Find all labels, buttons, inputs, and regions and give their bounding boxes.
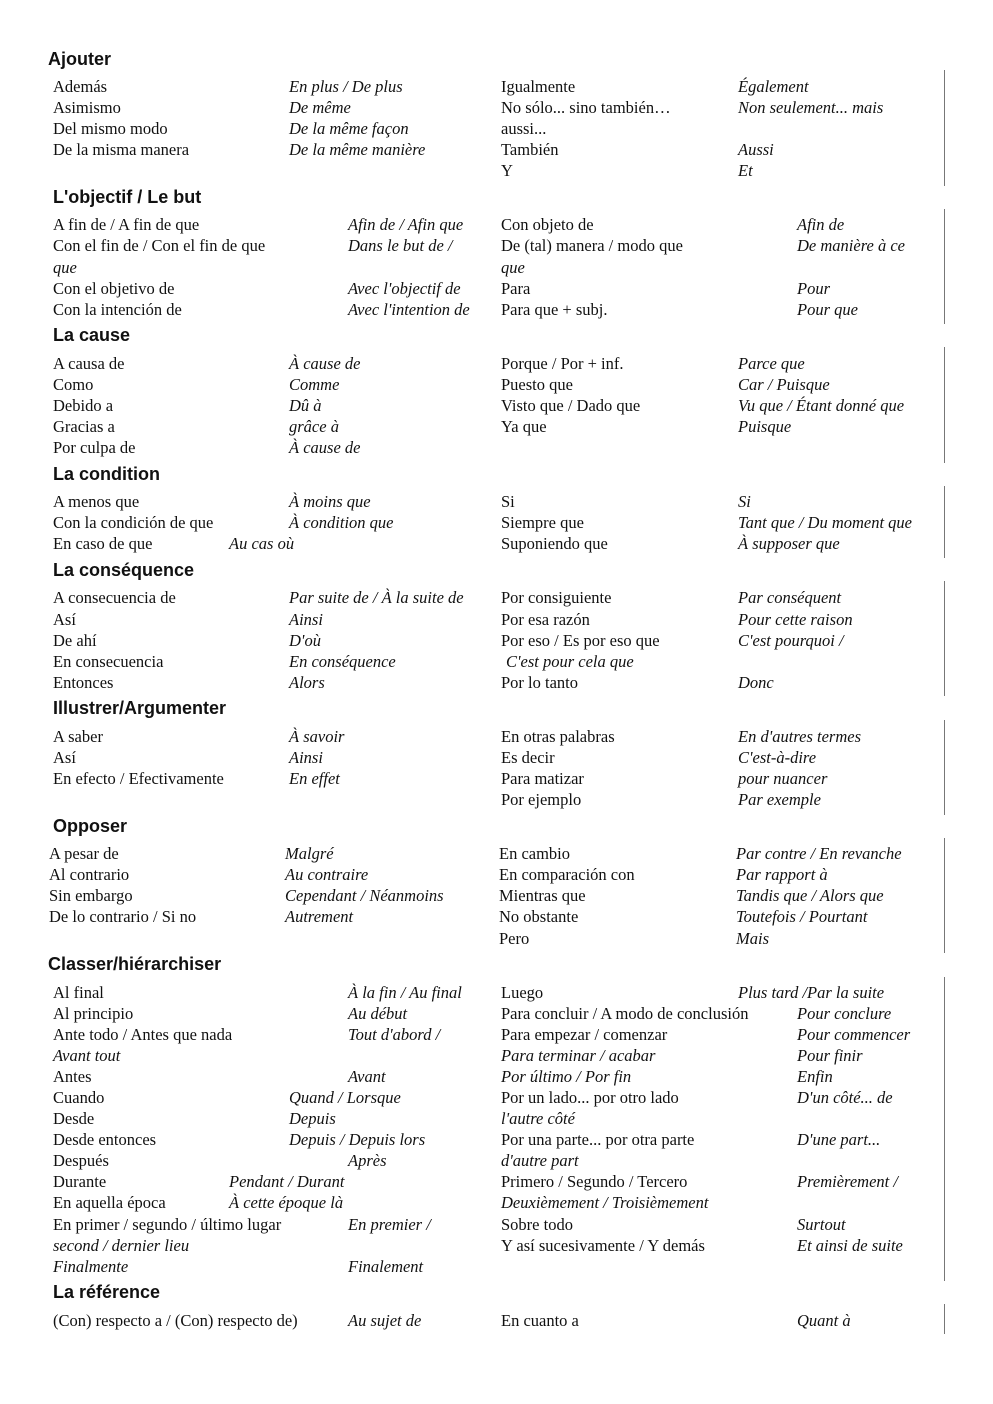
phrase-fr: Si bbox=[738, 492, 751, 511]
phrase-fr: Pour que bbox=[797, 300, 858, 319]
phrase-fr: d'autre part bbox=[501, 1151, 579, 1170]
column-divider bbox=[944, 838, 945, 953]
phrase-fr: Au sujet de bbox=[348, 1311, 422, 1330]
phrase-fr: Vu que / Étant donné que bbox=[738, 396, 905, 415]
phrase-fr: En plus / De plus bbox=[289, 77, 403, 96]
phrase-es: En consecuencia bbox=[53, 652, 164, 671]
phrase-es: Por lo tanto bbox=[501, 673, 578, 692]
phrase-fr: Avant bbox=[348, 1067, 386, 1086]
phrase-fr: Afin de bbox=[797, 215, 845, 234]
phrase-fr: Et bbox=[738, 161, 753, 180]
phrase-es: Del mismo modo bbox=[53, 119, 168, 138]
phrase-es: Al contrario bbox=[49, 865, 130, 884]
phrase-es: En primer / segundo / último lugar bbox=[53, 1215, 282, 1234]
section-heading-objectif: L'objectif / Le but bbox=[53, 187, 202, 207]
phrase-fr: Tant que / Du moment que bbox=[738, 513, 913, 532]
column-divider bbox=[944, 720, 945, 815]
phrase-es: En efecto / Efectivamente bbox=[53, 769, 224, 788]
phrase-fr: D'une part... bbox=[797, 1130, 881, 1149]
phrase-es: A causa de bbox=[53, 354, 125, 373]
phrase-es: En cambio bbox=[499, 844, 571, 863]
phrase-fr: Comme bbox=[289, 375, 340, 394]
phrase-fr: Ainsi bbox=[289, 610, 323, 629]
phrase-fr: Finalement bbox=[348, 1257, 424, 1276]
phrase-es: Por ejemplo bbox=[501, 790, 582, 809]
phrase-fr: Car / Puisque bbox=[738, 375, 830, 394]
column-divider bbox=[944, 70, 945, 186]
section-heading-condition: La condition bbox=[53, 464, 160, 484]
phrase-fr: Cependant / Néanmoins bbox=[285, 886, 444, 905]
phrase-fr: Depuis / Depuis lors bbox=[289, 1130, 426, 1149]
phrase-es: Entonces bbox=[53, 673, 114, 692]
phrase-es: Además bbox=[53, 77, 108, 96]
phrase-es: Al principio bbox=[53, 1004, 134, 1023]
phrase-es: También bbox=[501, 140, 559, 159]
phrase-fr: Avec l'intention de bbox=[348, 300, 470, 319]
phrase-es: A fin de / A fin de que bbox=[53, 215, 200, 234]
phrase-fr: En effet bbox=[289, 769, 340, 788]
phrase-es: Siempre que bbox=[501, 513, 584, 532]
phrase-es: No obstante bbox=[499, 907, 579, 926]
phrase-es: Así bbox=[53, 610, 76, 629]
phrase-fr: Non seulement... mais bbox=[738, 98, 884, 117]
phrase-fr: Puisque bbox=[738, 417, 792, 436]
phrase-fr: Par suite de / À la suite de bbox=[289, 588, 464, 607]
section-heading-illustrer: Illustrer/Argumenter bbox=[53, 698, 227, 718]
phrase-fr: Tandis que / Alors que bbox=[736, 886, 884, 905]
phrase-fr: À savoir bbox=[289, 727, 345, 746]
column-divider bbox=[944, 209, 945, 324]
section-heading-consequence: La conséquence bbox=[53, 560, 195, 580]
column-divider bbox=[944, 977, 945, 1281]
phrase-es: Desde bbox=[53, 1109, 95, 1128]
phrase-fr: C'est pourquoi / bbox=[738, 631, 844, 650]
phrase-es: Por una parte... por otra parte bbox=[501, 1130, 695, 1149]
phrase-es: Para bbox=[501, 279, 531, 298]
phrase-fr: Également bbox=[738, 77, 809, 96]
phrase-es: Por un lado... por otro lado bbox=[501, 1088, 679, 1107]
phrase-es: A saber bbox=[53, 727, 103, 746]
phrase-es: Sin embargo bbox=[49, 886, 133, 905]
phrase-fr: Au cas où bbox=[229, 534, 295, 553]
column-divider bbox=[944, 347, 945, 463]
phrase-es: Para matizar bbox=[501, 769, 584, 788]
phrase-fr: Pour cette raison bbox=[738, 610, 853, 629]
phrase-es: Y así sucesivamente / Y demás bbox=[501, 1236, 705, 1255]
phrase-fr: À condition que bbox=[289, 513, 394, 532]
phrase-fr: Malgré bbox=[285, 844, 334, 863]
phrase-fr: Depuis bbox=[289, 1109, 336, 1128]
column-divider bbox=[944, 1304, 945, 1334]
phrase-fr: Par conséquent bbox=[738, 588, 842, 607]
phrase-es: Debido a bbox=[53, 396, 114, 415]
phrase-fr: De la même façon bbox=[289, 119, 409, 138]
phrase-fr: Par rapport à bbox=[736, 865, 828, 884]
phrase-es: Luego bbox=[501, 983, 544, 1002]
phrase-fr: À la fin / Au final bbox=[348, 983, 462, 1002]
phrase-es: Con el objetivo de bbox=[53, 279, 175, 298]
phrase-es: Si bbox=[501, 492, 515, 511]
phrase-es: Cuando bbox=[53, 1088, 105, 1107]
phrase-es: A menos que bbox=[53, 492, 140, 511]
phrase-fr: Pour finir bbox=[797, 1046, 863, 1065]
phrase-es: Finalmente bbox=[53, 1257, 129, 1276]
phrase-fr: Surtout bbox=[797, 1215, 846, 1234]
phrase-fr: Par exemple bbox=[738, 790, 821, 809]
phrase-es: (Con) respecto a / (Con) respecto de) bbox=[53, 1311, 298, 1330]
phrase-es: Sobre todo bbox=[501, 1215, 573, 1234]
phrase-es: En cuanto a bbox=[501, 1311, 579, 1330]
phrase-fr: De même bbox=[289, 98, 351, 117]
phrase-es: Para concluir / A modo de conclusión bbox=[501, 1004, 749, 1023]
section-heading-reference: La référence bbox=[53, 1282, 161, 1302]
phrase-es: Así bbox=[53, 748, 76, 767]
phrase-fr: Tout d'abord / bbox=[348, 1025, 441, 1044]
phrase-es: No sólo... sino también… bbox=[501, 98, 671, 117]
phrase-fr: Autrement bbox=[285, 907, 354, 926]
phrase-fr: que bbox=[501, 258, 525, 277]
phrase-es: Durante bbox=[53, 1172, 107, 1191]
phrase-es: Para empezar / comenzar bbox=[501, 1025, 668, 1044]
phrase-es: Como bbox=[53, 375, 94, 394]
phrase-es: Puesto que bbox=[501, 375, 573, 394]
phrase-fr: Aussi bbox=[738, 140, 774, 159]
phrase-fr: Au début bbox=[348, 1004, 408, 1023]
phrase-es: Ante todo / Antes que nada bbox=[53, 1025, 233, 1044]
phrase-fr: À cause de bbox=[289, 438, 361, 457]
phrase-es: Es decir bbox=[501, 748, 555, 767]
phrase-fr: Enfin bbox=[797, 1067, 833, 1086]
phrase-fr: Afin de / Afin que bbox=[348, 215, 464, 234]
phrase-es: Asimismo bbox=[53, 98, 121, 117]
phrase-fr: Toutefois / Pourtant bbox=[736, 907, 868, 926]
phrase-es: Para que + subj. bbox=[501, 300, 608, 319]
phrase-es: De la misma manera bbox=[53, 140, 190, 159]
phrase-es: Igualmente bbox=[501, 77, 576, 96]
phrase-es: De lo contrario / Si no bbox=[49, 907, 197, 926]
phrase-fr: l'autre côté bbox=[501, 1109, 575, 1128]
phrase-fr: Pour conclure bbox=[797, 1004, 892, 1023]
phrase-fr: grâce à bbox=[289, 417, 339, 436]
phrase-fr: Deuxièmement / Troisièmement bbox=[501, 1193, 709, 1212]
phrase-fr: D'un côté... de bbox=[797, 1088, 893, 1107]
phrase-fr: Plus tard /Par la suite bbox=[738, 983, 885, 1002]
phrase-es: aussi... bbox=[501, 119, 547, 138]
phrase-es: En otras palabras bbox=[501, 727, 615, 746]
phrase-fr: C'est pour cela que bbox=[506, 652, 634, 671]
phrase-fr: C'est-à-dire bbox=[738, 748, 817, 767]
phrase-fr: Pour commencer bbox=[797, 1025, 911, 1044]
phrase-es: De ahí bbox=[53, 631, 97, 650]
section-heading-cause: La cause bbox=[53, 325, 131, 345]
phrase-es: Con el fin de / Con el fin de que bbox=[53, 236, 266, 255]
phrase-es: Suponiendo que bbox=[501, 534, 608, 553]
phrase-es: En comparación con bbox=[499, 865, 635, 884]
phrase-es: Y bbox=[501, 161, 513, 180]
phrase-es: Por culpa de bbox=[53, 438, 136, 457]
phrase-fr: De la même manière bbox=[289, 140, 426, 159]
phrase-es: Por esa razón bbox=[501, 610, 590, 629]
phrase-fr: Quant à bbox=[797, 1311, 851, 1330]
phrase-fr: Premièrement / bbox=[797, 1172, 898, 1191]
phrase-fr: second / dernier lieu bbox=[53, 1236, 190, 1255]
column-divider bbox=[944, 486, 945, 558]
phrase-fr: En premier / bbox=[348, 1215, 431, 1234]
phrase-es: Primero / Segundo / Tercero bbox=[501, 1172, 688, 1191]
phrase-es: En caso de que bbox=[53, 534, 153, 553]
section-heading-opposer: Opposer bbox=[53, 816, 128, 836]
phrase-fr: Pendant / Durant bbox=[229, 1172, 345, 1191]
phrase-fr: Dû à bbox=[289, 396, 322, 415]
phrase-fr: Au contraire bbox=[285, 865, 369, 884]
phrase-fr: Quand / Lorsque bbox=[289, 1088, 401, 1107]
phrase-es: Después bbox=[53, 1151, 109, 1170]
phrase-fr: Avant tout bbox=[53, 1046, 121, 1065]
phrase-fr: Ainsi bbox=[289, 748, 323, 767]
phrase-fr: En conséquence bbox=[289, 652, 396, 671]
phrase-es: Con objeto de bbox=[501, 215, 594, 234]
phrase-fr: À cette époque là bbox=[229, 1193, 344, 1212]
phrase-es: Antes bbox=[53, 1067, 92, 1086]
phrase-fr: que bbox=[53, 258, 77, 277]
phrase-fr: Mais bbox=[736, 929, 769, 948]
phrase-es: Con la condición de que bbox=[53, 513, 214, 532]
phrase-fr: Pour bbox=[797, 279, 830, 298]
phrase-fr: Dans le but de / bbox=[348, 236, 453, 255]
phrase-fr: À supposer que bbox=[738, 534, 840, 553]
phrase-fr: Par contre / En revanche bbox=[736, 844, 902, 863]
phrase-fr: En d'autres termes bbox=[738, 727, 861, 746]
phrase-es: Para terminar / acabar bbox=[501, 1046, 656, 1065]
phrase-es: Mientras que bbox=[499, 886, 586, 905]
phrase-es: Por último / Por fin bbox=[501, 1067, 632, 1086]
phrase-fr: Et ainsi de suite bbox=[797, 1236, 903, 1255]
phrase-es: De (tal) manera / modo que bbox=[501, 236, 683, 255]
phrase-fr: À moins que bbox=[289, 492, 371, 511]
phrase-es: Al final bbox=[53, 983, 104, 1002]
phrase-es: A pesar de bbox=[49, 844, 119, 863]
phrase-fr: Après bbox=[348, 1151, 387, 1170]
phrase-es: Con la intención de bbox=[53, 300, 182, 319]
phrase-es: A consecuencia de bbox=[53, 588, 176, 607]
phrase-es: Porque / Por + inf. bbox=[501, 354, 624, 373]
phrase-es: Desde entonces bbox=[53, 1130, 157, 1149]
phrase-fr: Donc bbox=[738, 673, 774, 692]
section-heading-classer: Classer/hiérarchiser bbox=[48, 954, 222, 974]
column-divider bbox=[944, 581, 945, 696]
phrase-es: Visto que / Dado que bbox=[501, 396, 641, 415]
phrase-fr: pour nuancer bbox=[738, 769, 828, 788]
phrase-es: Por consiguiente bbox=[501, 588, 612, 607]
section-heading-ajouter: Ajouter bbox=[48, 49, 111, 69]
phrase-fr: À cause de bbox=[289, 354, 361, 373]
phrase-es: Gracias a bbox=[53, 417, 115, 436]
phrase-fr: Avec l'objectif de bbox=[348, 279, 461, 298]
phrase-fr: D'où bbox=[289, 631, 321, 650]
phrase-es: En aquella época bbox=[53, 1193, 166, 1212]
phrase-fr: Alors bbox=[289, 673, 325, 692]
phrase-fr: De manière à ce bbox=[797, 236, 905, 255]
phrase-es: Pero bbox=[499, 929, 530, 948]
phrase-fr: Parce que bbox=[738, 354, 805, 373]
phrase-es: Por eso / Es por eso que bbox=[501, 631, 660, 650]
phrase-es: Ya que bbox=[501, 417, 547, 436]
